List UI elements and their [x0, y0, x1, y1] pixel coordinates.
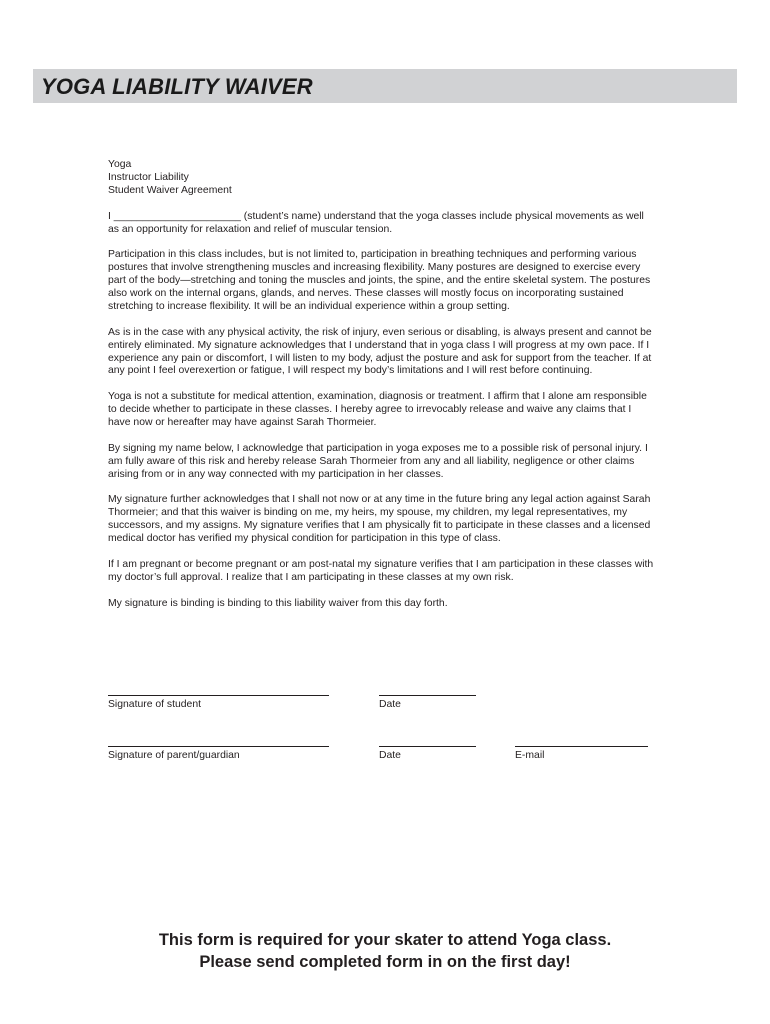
paragraph-student-name: I ______________________ (student’s name) understand that the yoga classes include physical movements as well as an opportunity for relaxation and relief of muscular tension.: [108, 210, 644, 235]
student-date-line[interactable]: [379, 695, 476, 696]
paragraph-release: By signing my name below, I acknowledge that participation in yoga exposes me to a possible risk of personal injury. I am fully aware of this risk and hereby release Sarah Thormeier from any and all liability, negligence or other claims arising from or in any way connected with my participation in her classes.: [108, 442, 648, 480]
paragraph-binding: My signature is binding is binding to this liability waiver from this day forth.: [108, 597, 448, 609]
parent-signature-line[interactable]: [108, 746, 329, 747]
student-signature-label: Signature of student: [108, 699, 202, 710]
footer-line-2: Please send completed form in on the first day!: [199, 953, 571, 971]
footer-notice: [0, 929, 770, 973]
document-title: YOGA LIABILITY WAIVER: [41, 74, 313, 99]
paragraph-pregnancy: If I am pregnant or become pregnant or am post-natal my signature verifies that I am participation in these classes with my doctor’s full approval. I realize that I am participating in these classes at my own risk.: [108, 558, 654, 583]
parent-date-label: Date: [379, 750, 401, 761]
parent-signature-label: Signature of parent/guardian: [108, 750, 240, 761]
email-label: E-mail: [515, 750, 545, 761]
footer-line-1: This form is required for your skater to attend Yoga class.: [158, 931, 612, 949]
email-line[interactable]: [515, 746, 648, 747]
parent-date-line[interactable]: [379, 746, 476, 747]
waiver-body: [108, 159, 656, 623]
heading-line-2: Instructor Liability: [108, 171, 189, 183]
title-bar: [33, 69, 737, 103]
paragraph-medical: Yoga is not a substitute for medical attention, examination, diagnosis or treatment. I affirm that I alone am responsible to decide whether to participate in these classes. I hereby agree to irrevocably release and waive any claims that I have now or hereafter may have against Sarah Thormeier.: [108, 391, 647, 429]
student-date-label: Date: [379, 699, 401, 710]
student-signature-line[interactable]: [108, 695, 329, 696]
heading-line-3: Student Waiver Agreement: [108, 184, 232, 196]
paragraph-risk: As is in the case with any physical activity, the risk of injury, even serious or disabling, is always present and cannot be entirely eliminated. My signature acknowledges that I understand that in yoga class I will progress at my own pace. If I experience any pain or discomfort, I will listen to my body, adjust the posture and ask for support from the teacher. If at any point I feel overexertion or fatigue, I will respect my body’s limitations and I will rest before continuing.: [108, 326, 652, 377]
heading-line-1: Yoga: [108, 159, 132, 170]
paragraph-participation: Participation in this class includes, but is not limited to, participation in breathing techniques and performing various postures that involve strengthening muscles and increasing flexibility. Many postures are designed to exercise every part of the body—stretching and toning the muscles and joints, the spine, and the entire skeletal system. The postures also work on the internal organs, glands, and nerves. These classes will mostly focus on incorporating sustained stretching to increase flexibility. It will be an individual experience within a group setting.: [108, 249, 651, 312]
paragraph-legal-action: My signature further acknowledges that I shall not now or at any time in the future bring any legal action against Sarah Thormeier; and that this waiver is binding on me, my heirs, my spouse, my children, my legal representatives, my successors, and my assigns. My signature verifies that I am physically fit to participate in these classes and a licensed medical doctor has verified my physical condition for participation in this type of class.: [108, 494, 651, 545]
